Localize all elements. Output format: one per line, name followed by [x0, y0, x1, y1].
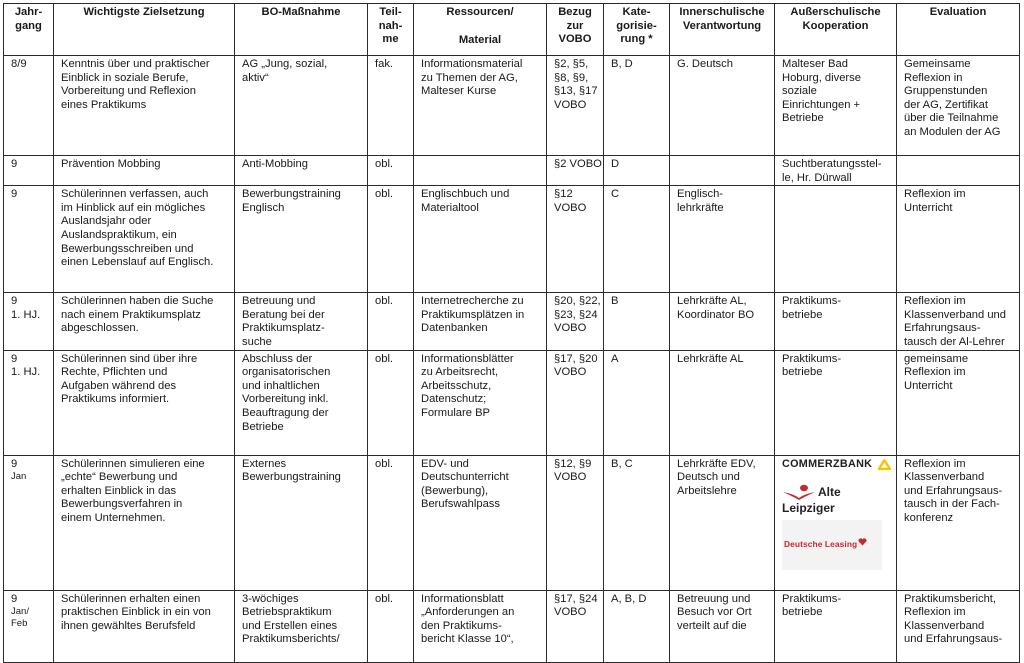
cell-text: Praktikumsberichts/ [242, 633, 340, 646]
cell-text: Suchtberatungsstel- [782, 158, 882, 170]
deutsche-leasing-logo [782, 520, 882, 570]
cell-text: Abschluss der [242, 352, 313, 365]
cell-text: obl. [375, 457, 394, 470]
cell-ressourcen [414, 56, 547, 156]
header-text: Material [458, 33, 502, 46]
cell-jahrgang [4, 455, 54, 590]
cell-text: §23, §24 [554, 308, 598, 321]
cell-text: 9 [11, 158, 18, 170]
cell-text: Bewerbungsverfahren in [61, 498, 183, 511]
header-text: Kate- [622, 6, 651, 18]
cell-text: Rechte, Pflichten und [61, 366, 168, 379]
cell-text: Betriebe [782, 112, 824, 125]
cell-text: soziale [782, 85, 817, 98]
commerzbank-ribbon-icon [878, 458, 891, 472]
cell-jahrgang [4, 590, 54, 662]
cell-ressourcen [414, 590, 547, 662]
cell-text: Kenntnis über und praktischer [61, 58, 210, 70]
cell-innerschulisch [670, 455, 775, 590]
cell-text: Schülerinnen sind über ihre [61, 352, 198, 365]
cell-text: nach einem Praktikumsplatz [61, 308, 201, 321]
cell-innerschulisch [670, 56, 775, 156]
header-vobo [547, 4, 604, 56]
header-text: Innerschulische [679, 6, 765, 18]
cell-evaluation [897, 293, 1020, 350]
cell-text: erhalten Einblick in das [61, 484, 177, 497]
cell-text: aktiv“ [242, 71, 269, 84]
cell-text: Erfahrungsaus- [904, 322, 981, 335]
cell-text: Klassenverband [904, 471, 985, 484]
cell-text: B, D [611, 58, 633, 70]
cell-text: Lehrkräfte EDV, [677, 457, 756, 470]
header-text: gorisie- [616, 19, 657, 32]
cell-massnahme [235, 455, 368, 590]
cell-text: an Modulen der AG [904, 125, 1001, 138]
cell-text: VOBO [554, 606, 587, 619]
cell-vobo [547, 590, 604, 662]
cell-text: Betriebspraktikum [242, 606, 332, 619]
table-row [4, 293, 1020, 350]
cell-text: C [611, 188, 620, 201]
cell-text: Praktikums informiert. [61, 393, 170, 406]
cell-text: Informationsmaterial [421, 58, 523, 70]
cell-kategorie [604, 293, 670, 350]
cell-text: Lehrkräfte AL, [677, 295, 747, 308]
header-ressourcen [414, 4, 547, 56]
header-zielsetzung: Wichtigste Zielsetzung [54, 4, 235, 56]
cell-text: Schülerinnen verfassen, auch [61, 188, 209, 201]
cell-massnahme [235, 186, 368, 293]
cell-jahrgang [4, 156, 54, 186]
header-text: nah- [378, 19, 403, 32]
cell-text: Prävention Mobbing [61, 158, 161, 170]
cell-text: der AG, Zertifikat [904, 98, 988, 111]
cell-text: konferenz [904, 511, 954, 524]
cell-text: Unterricht [904, 379, 953, 392]
cell-vobo [547, 186, 604, 293]
cell-text: tausch der Al-Lehrer [904, 335, 1005, 348]
cell-text: Aufgaben während des [61, 379, 177, 392]
cell-text: §8, §9, [554, 71, 589, 84]
cell-text-month: Jan [11, 471, 27, 483]
cell-ausserschulisch [775, 56, 897, 156]
cell-text: AG „Jung, sozial, [242, 58, 328, 70]
cell-text: §17, §20 [554, 352, 598, 365]
cell-text: gemeinsame [904, 352, 969, 365]
table-row [4, 350, 1020, 455]
cell-innerschulisch [670, 590, 775, 662]
header-text: Kooperation [802, 19, 869, 32]
cell-vobo [547, 156, 604, 186]
cell-kategorie [604, 350, 670, 455]
header-text: Bezug [558, 6, 592, 18]
header-text: zur [566, 19, 584, 32]
header-jahrgang [4, 4, 54, 56]
cell-text: Reflexion im [904, 295, 966, 308]
cell-text: und Erfahrungsaus- [904, 633, 1003, 646]
cell-kategorie [604, 156, 670, 186]
cell-text: „Anforderungen an [421, 606, 515, 619]
cell-text: Praktikums- [782, 592, 842, 605]
cell-text: Anti-Mobbing [242, 158, 308, 170]
cell-text: A [611, 352, 619, 365]
alte-leipziger-text: Leipziger [782, 500, 835, 515]
cell-text: VOBO [554, 471, 587, 484]
cell-text: Koordinator BO [677, 308, 755, 321]
cell-text: Bewerbungsschreiben und [61, 242, 194, 255]
cell-text: B, C [611, 457, 633, 470]
cell-text: einem Unternehmen. [61, 511, 166, 524]
cell-text: organisatorischen [242, 366, 331, 379]
cell-ausserschulisch [775, 590, 897, 662]
cell-text: Beauftragung der [242, 406, 329, 419]
cell-innerschulisch [670, 186, 775, 293]
cell-text: betriebe [782, 308, 823, 321]
cell-text: 9 [11, 295, 18, 308]
cell-text: Hoburg, diverse [782, 71, 861, 84]
cell-text: Betriebe [242, 420, 284, 433]
cell-zielsetzung [54, 590, 235, 662]
cell-vobo [547, 455, 604, 590]
header-text: Teil- [379, 6, 402, 18]
cell-text: §13, §17 [554, 85, 598, 98]
cell-text-month: Jan/ [11, 606, 29, 618]
cell-text: tausch in der Fach- [904, 498, 1000, 511]
cell-text: Deutsch und [677, 471, 740, 484]
header-text: Außerschulische [790, 6, 881, 18]
cell-text: Auslandsjahr oder [61, 215, 152, 228]
cell-ausserschulisch [775, 293, 897, 350]
cell-text: bericht Klasse 10“, [421, 633, 514, 646]
cell-text: le, Hr. Dürwall [782, 171, 852, 184]
cell-jahrgang [4, 350, 54, 455]
cell-text: im Hinblick auf ein mögliches [61, 201, 206, 214]
cell-vobo [547, 350, 604, 455]
cell-text: Praktikums- [782, 352, 842, 365]
cell-ressourcen [414, 455, 547, 590]
cell-evaluation [897, 455, 1020, 590]
cell-text: 1. HJ. [11, 308, 41, 321]
cell-text: Informationsblatt [421, 592, 504, 605]
cell-teilnahme [368, 455, 414, 590]
cell-text: Malteser Bad [782, 58, 848, 70]
cell-text: B [611, 295, 619, 308]
header-text: Verantwortung [682, 19, 762, 32]
cell-text: den Praktikums- [421, 619, 502, 632]
cell-zielsetzung [54, 56, 235, 156]
cell-text: Externes [242, 457, 287, 470]
cell-text: Reflexion im [904, 606, 966, 619]
cell-text: Schülerinnen simulieren eine [61, 457, 205, 470]
cell-ausserschulisch [775, 455, 897, 590]
cell-ausserschulisch [775, 156, 897, 186]
cell-text: betriebe [782, 366, 823, 379]
cell-evaluation [897, 186, 1020, 293]
header-text: Jahr- [14, 6, 43, 18]
cell-text: obl. [375, 352, 394, 365]
cell-text: Bewerbungstraining [242, 188, 341, 201]
cell-text: VOBO [554, 98, 587, 111]
cell-zielsetzung [54, 455, 235, 590]
cell-text: 1. HJ. [11, 366, 41, 379]
cell-ressourcen [414, 156, 547, 186]
cell-text-month: Feb [11, 618, 28, 630]
cell-text: Beratung bei der [242, 308, 325, 321]
cell-text: Datenbanken [421, 322, 488, 335]
cell-text: Internetrecherche zu [421, 295, 524, 308]
cell-kategorie [604, 56, 670, 156]
cell-text: Betreuung und [242, 295, 316, 308]
cell-text: 3-wöchiges [242, 592, 299, 605]
cell-innerschulisch [670, 350, 775, 455]
cell-text: §2 VOBO [554, 158, 602, 170]
cell-ressourcen [414, 293, 547, 350]
cell-evaluation [897, 156, 1020, 186]
cell-text: Klassenverband und [904, 308, 1007, 321]
cell-text: A, B, D [611, 592, 647, 605]
alte-leipziger-logo [782, 484, 891, 516]
cell-zielsetzung [54, 156, 235, 186]
cell-text: fak. [375, 58, 394, 70]
cell-text: 8/9 [11, 58, 27, 70]
header-text: Ressourcen/ [446, 6, 514, 18]
cell-teilnahme [368, 186, 414, 293]
cell-text: Einrichtungen + [782, 98, 861, 111]
cell-kategorie [604, 455, 670, 590]
cell-evaluation [897, 590, 1020, 662]
cell-text: Arbeitslehre [677, 484, 737, 497]
cell-text: Vorbereitung und Reflexion [61, 85, 196, 98]
header-text: gang [15, 19, 42, 32]
alte-leipziger-figure-icon [782, 484, 816, 500]
cell-teilnahme [368, 56, 414, 156]
cell-text: Betreuung und [677, 592, 751, 605]
cell-text: zu Arbeitsrecht, [421, 366, 499, 379]
cell-text: eines Praktikums [61, 98, 147, 111]
cell-jahrgang [4, 293, 54, 350]
cell-text: Schülerinnen erhalten einen [61, 592, 201, 605]
cell-ausserschulisch [775, 186, 897, 293]
berufsorientierung-table [3, 3, 1020, 663]
cell-text: über die Teilnahme [904, 112, 999, 125]
cell-text: Berufswahlpass [421, 498, 500, 511]
cell-text: §12 [554, 188, 573, 201]
header-innerschulisch [670, 4, 775, 56]
cell-text: betriebe [782, 606, 823, 619]
cell-kategorie [604, 186, 670, 293]
header-teilnahme [368, 4, 414, 56]
table-row [4, 156, 1020, 186]
cell-text: 9 [11, 457, 18, 470]
cell-text: einen Lebenslauf auf Englisch. [61, 256, 214, 269]
cell-text: suche [242, 335, 272, 348]
table-row [4, 455, 1020, 590]
cell-kategorie [604, 590, 670, 662]
cell-text: obl. [375, 158, 394, 170]
cell-text: Vorbereitung inkl. [242, 393, 329, 406]
cell-text: Einblick in soziale Berufe, [61, 71, 189, 84]
cell-text: zu Themen der AG, [421, 71, 518, 84]
cell-zielsetzung [54, 186, 235, 293]
cell-text: Englisch- [677, 188, 724, 201]
cell-text: und Erfahrungsaus- [904, 484, 1003, 497]
cell-text: ihnen gewähltes Berufsfeld [61, 619, 196, 632]
cell-text: lehrkräfte [677, 201, 724, 214]
header-evaluation: Evaluation [897, 4, 1020, 56]
commerzbank-logo [782, 458, 891, 472]
cell-text: Arbeitsschutz, [421, 379, 492, 392]
cell-text: Gruppenstunden [904, 85, 988, 98]
cell-text: Gemeinsame [904, 58, 971, 70]
cell-ausserschulisch [775, 350, 897, 455]
cell-innerschulisch [670, 293, 775, 350]
cell-text: Deutschunterricht [421, 471, 509, 484]
cell-ressourcen [414, 186, 547, 293]
cell-text: Praktikumsplätzen in [421, 308, 525, 321]
header-kategorie [604, 4, 670, 56]
cell-teilnahme [368, 350, 414, 455]
cell-text: Formulare BP [421, 406, 491, 419]
cell-zielsetzung [54, 293, 235, 350]
cell-text: abgeschlossen. [61, 322, 139, 335]
cell-text: VOBO [554, 201, 587, 214]
cell-text: Praktikums- [782, 295, 842, 308]
cell-vobo [547, 56, 604, 156]
cell-text: Englischbuch und [421, 188, 510, 201]
cell-text: Reflexion im [904, 188, 966, 201]
cell-vobo [547, 293, 604, 350]
cell-jahrgang [4, 186, 54, 293]
cell-text: Praktikumsbericht, [904, 592, 997, 605]
cell-text: Auslandspraktikum, ein [61, 228, 177, 241]
cell-text: G. Deutsch [677, 58, 733, 70]
cell-massnahme [235, 350, 368, 455]
cell-massnahme [235, 590, 368, 662]
cell-text: VOBO [554, 366, 587, 379]
table-body [4, 56, 1020, 663]
cell-innerschulisch [670, 156, 775, 186]
cell-massnahme [235, 56, 368, 156]
cell-text: Materialtool [421, 201, 479, 214]
cell-evaluation [897, 350, 1020, 455]
header-text: me [382, 33, 399, 46]
header-massnahme: BO-Maßnahme [235, 4, 368, 56]
table-row [4, 56, 1020, 156]
cell-text: Praktikumsplatz- [242, 322, 325, 335]
cell-massnahme [235, 156, 368, 186]
cell-text: obl. [375, 188, 394, 201]
cell-text: 9 [11, 188, 18, 201]
cell-text: §12, §9 [554, 457, 592, 470]
cell-text: Informationsblätter [421, 352, 514, 365]
deutsche-leasing-wordmark: Deutsche Leasing [784, 538, 858, 549]
cell-teilnahme [368, 590, 414, 662]
cell-text: und Erstellen eines [242, 619, 338, 632]
cell-evaluation [897, 56, 1020, 156]
cell-text: Klassenverband [904, 619, 985, 632]
header-text: VOBO [558, 33, 592, 46]
cell-text: EDV- und [421, 457, 469, 470]
cell-zielsetzung [54, 350, 235, 455]
table-row [4, 590, 1020, 662]
cell-text: §2, §5, [554, 58, 589, 70]
cell-text: praktischen Einblick in ein von [61, 606, 211, 619]
cell-text: Unterricht [904, 201, 953, 214]
cell-massnahme [235, 293, 368, 350]
cell-text: Lehrkräfte AL [677, 352, 744, 365]
header-text: rung * [620, 33, 653, 46]
alte-leipziger-text: Alte [818, 484, 841, 499]
cell-text: Bewerbungstraining [242, 471, 341, 484]
cell-text: §20, §22, [554, 295, 601, 308]
cell-text: Schülerinnen haben die Suche [61, 295, 214, 308]
deutsche-leasing-heart-icon [858, 538, 867, 546]
cell-text: obl. [375, 295, 394, 308]
cell-text: „echte“ Bewerbung und [61, 471, 178, 484]
cell-text: §17, §24 [554, 592, 598, 605]
cell-text: verteilt auf die [677, 619, 747, 632]
commerzbank-wordmark: COMMERZBANK [782, 457, 873, 470]
cell-text: Reflexion in [904, 71, 963, 84]
cell-teilnahme [368, 293, 414, 350]
cell-text: obl. [375, 592, 394, 605]
cell-text: 9 [11, 592, 18, 605]
cell-text: Malteser Kurse [421, 85, 497, 98]
cell-text: Datenschutz; [421, 393, 487, 406]
cell-text: D [611, 158, 620, 170]
cell-text: Besuch vor Ort [677, 606, 752, 619]
cell-jahrgang [4, 56, 54, 156]
cell-text: VOBO [554, 322, 587, 335]
cell-text: Reflexion im [904, 366, 966, 379]
cell-ressourcen [414, 350, 547, 455]
table-row [4, 186, 1020, 293]
cell-text: (Bewerbung), [421, 484, 489, 497]
header-row [4, 4, 1020, 56]
header-ausserschulisch [775, 4, 897, 56]
cell-text: 9 [11, 352, 18, 365]
cell-teilnahme [368, 156, 414, 186]
cell-text: Reflexion im [904, 457, 966, 470]
cell-text: und inhaltlichen [242, 379, 320, 392]
cell-text: Englisch [242, 201, 285, 214]
